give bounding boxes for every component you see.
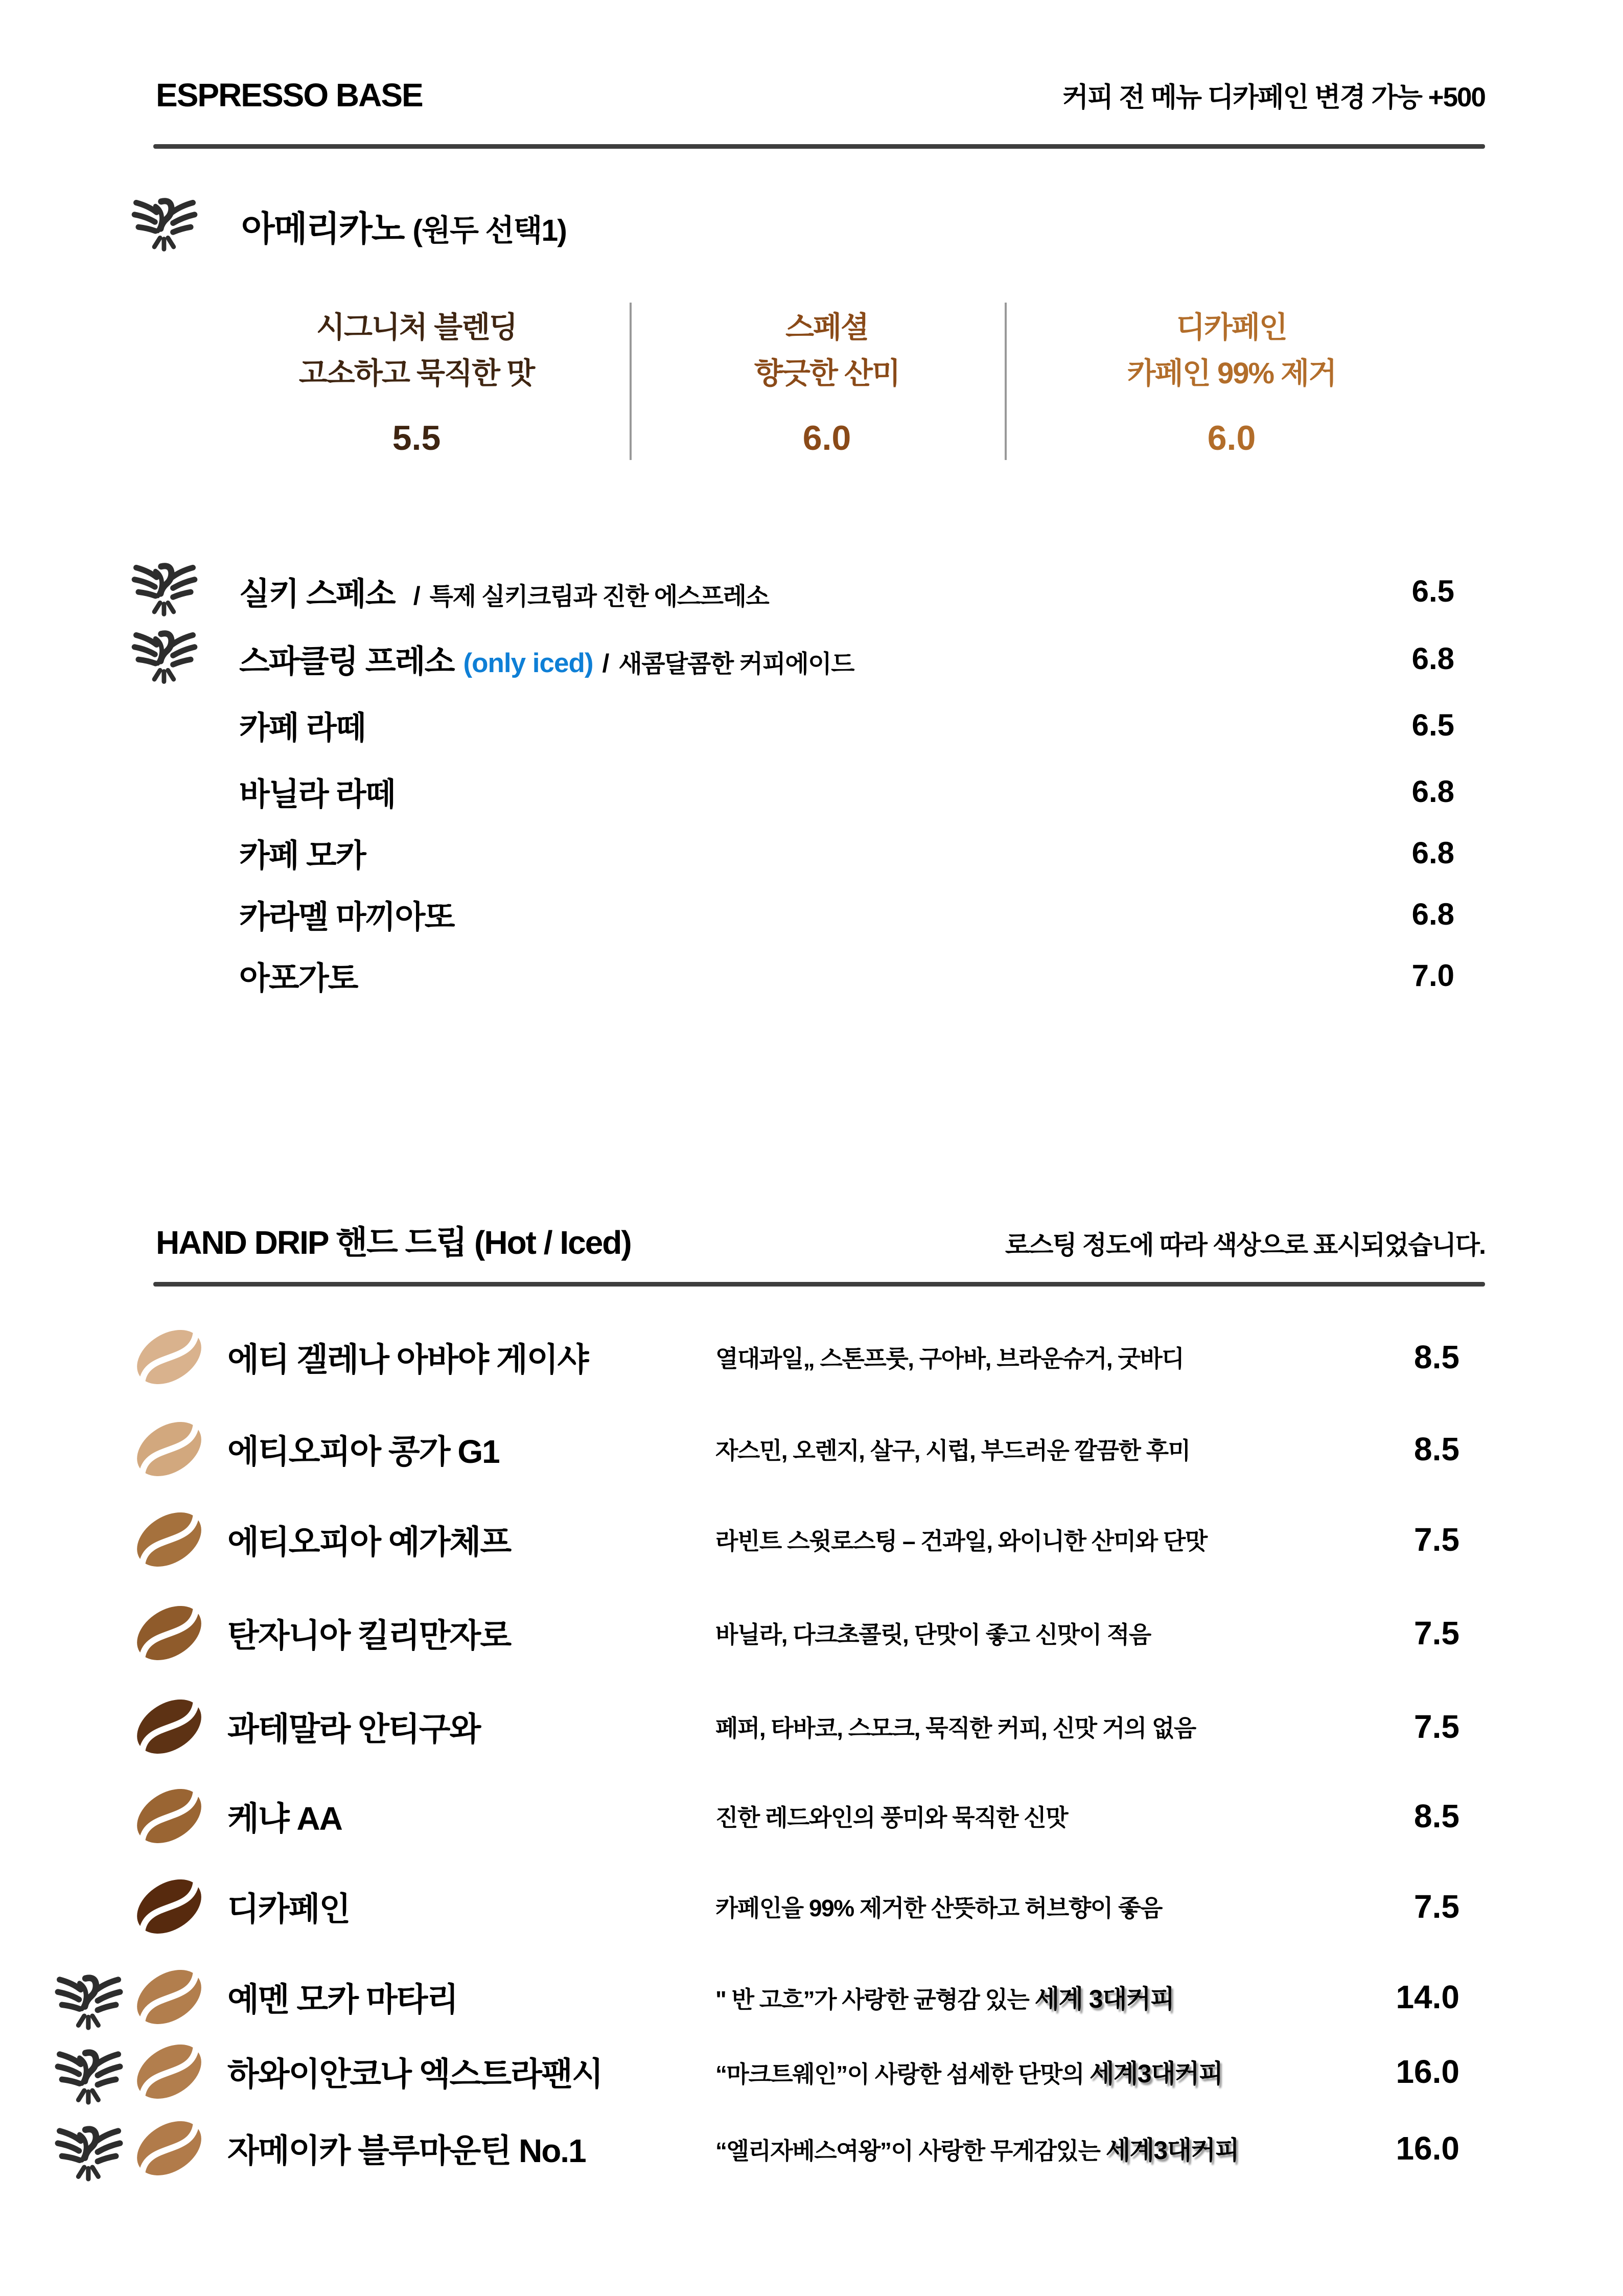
column-divider xyxy=(630,303,632,460)
hand-drip-row xyxy=(54,1592,1459,1674)
item-description: 카페인을 99% 제거한 산뜻하고 허브향이 좋음 xyxy=(715,1895,1162,1921)
item-name: 예멘 모카 마타리 xyxy=(227,1981,458,2018)
item-name: 카라멜 마끼아또 xyxy=(239,899,454,935)
item-price: 7.0 xyxy=(1411,958,1454,993)
item-description: 자스민, 오렌지, 살구, 시럽, 부드러운 깔끔한 후미 xyxy=(715,1437,1190,1464)
item-description: 새콤달콤한 커피에이드 xyxy=(618,650,854,678)
item-name: 스파클링 프레소 xyxy=(239,644,454,679)
item-price: 8.5 xyxy=(1414,1431,1459,1467)
option-subtitle: 향긋한 산미 xyxy=(754,357,900,390)
item-price: 14.0 xyxy=(1396,1979,1459,2015)
section-divider-line xyxy=(153,144,1485,149)
coffee-bean-icon xyxy=(130,1316,212,1398)
coffee-bean-icon xyxy=(130,1592,212,1674)
item-description: 진한 레드와인의 풍미와 묵직한 신맛 xyxy=(715,1804,1068,1831)
item-description: 페퍼, 타바코, 스모크, 묵직한 커피, 신맛 거의 없음 xyxy=(715,1715,1196,1741)
bean-option-special xyxy=(649,305,1005,458)
option-price: 6.0 xyxy=(802,419,851,457)
decaf-option-note: 커피 전 메뉴 디카페인 변경 가능 +500 xyxy=(1062,82,1485,112)
item-separator: / xyxy=(602,649,610,678)
item-name: 아메리카노 xyxy=(241,209,404,248)
item-price: 7.5 xyxy=(1414,1521,1459,1558)
item-price: 8.5 xyxy=(1414,1339,1459,1375)
item-name: 카페 라떼 xyxy=(239,710,365,746)
coffee-bean-icon xyxy=(130,2031,212,2113)
column-divider xyxy=(1005,303,1007,460)
item-name: 과테말라 안티구와 xyxy=(227,1711,480,1748)
hand-drip-section-header xyxy=(156,1216,1485,1264)
item-name: 에티오피아 예가체프 xyxy=(227,1524,511,1560)
section-divider-line xyxy=(153,1282,1485,1287)
item-description: “마크트웨인”이 사랑한 섬세한 단맛의 세계3대커피 xyxy=(715,2059,1223,2088)
item-description: " 반 고흐”가 사랑한 균형감 있는 세계 3대커피 xyxy=(715,1985,1174,2013)
item-description: 바닐라, 다크초콜릿, 단맛이 좋고 신맛이 적음 xyxy=(715,1621,1151,1648)
hand-drip-row xyxy=(54,2031,1459,2113)
coffee-bean-icon xyxy=(130,1866,212,1947)
hand-drip-row xyxy=(54,1499,1459,1580)
americano-heading xyxy=(130,193,566,259)
item-name: 카페 모카 xyxy=(239,838,365,874)
espresso-item-row xyxy=(130,885,1454,943)
espresso-item-row xyxy=(130,824,1454,881)
option-title: 시그니처 블렌딩 xyxy=(316,311,517,344)
item-price: 16.0 xyxy=(1396,2053,1459,2090)
option-subtitle: 고소하고 묵직한 맛 xyxy=(298,357,535,390)
phoenix-wing-icon xyxy=(130,626,215,691)
phoenix-wing-icon xyxy=(130,193,215,259)
phoenix-wing-icon xyxy=(54,2110,130,2187)
bean-choice-suffix: (원두 선택1) xyxy=(412,213,566,247)
item-description: 특제 실키크림과 진한 에스프레소 xyxy=(429,583,769,610)
bean-option-decaf xyxy=(1027,305,1436,458)
section-title-espresso: ESPRESSO BASE xyxy=(156,77,423,113)
item-price: 6.8 xyxy=(1411,641,1454,676)
item-price: 7.5 xyxy=(1414,1888,1459,1925)
hand-drip-row xyxy=(54,2107,1459,2189)
hand-drip-row xyxy=(54,1775,1459,1857)
phoenix-wing-icon xyxy=(130,558,215,624)
option-price: 5.5 xyxy=(392,419,441,457)
espresso-item-row xyxy=(130,763,1454,820)
item-name: 디카페인 xyxy=(227,1891,350,1927)
item-price: 6.5 xyxy=(1411,707,1454,742)
item-name: 아포가토 xyxy=(239,960,358,996)
coffee-bean-icon xyxy=(130,1686,212,1767)
option-title: 디카페인 xyxy=(1176,311,1287,344)
item-name: 에티 겔레나 아바야 게이샤 xyxy=(227,1341,588,1378)
item-price: 6.5 xyxy=(1411,573,1454,608)
item-description: 라빈트 스윗로스팅 – 건과일, 와이니한 산미와 단맛 xyxy=(715,1528,1207,1554)
roasting-color-note: 로스팅 정도에 따라 색상으로 표시되었습니다. xyxy=(1005,1231,1485,1259)
item-name: 탄자니아 킬리만자로 xyxy=(227,1617,511,1654)
hand-drip-row xyxy=(54,1316,1459,1398)
item-name: 하와이안코나 엑스트라팬시 xyxy=(227,2056,602,2093)
hand-drip-row xyxy=(54,1686,1459,1767)
coffee-bean-icon xyxy=(130,1775,212,1857)
section-title-hand-drip: HAND DRIP 핸드 드립 (Hot / Iced) xyxy=(156,1224,631,1261)
item-name: 바닐라 라떼 xyxy=(239,776,395,812)
espresso-item-row xyxy=(130,630,1454,687)
item-price: 7.5 xyxy=(1414,1708,1459,1745)
option-price: 6.0 xyxy=(1207,419,1256,457)
hand-drip-row xyxy=(54,1956,1459,2038)
item-name: 실키 스페소 xyxy=(239,576,395,612)
item-price: 6.8 xyxy=(1411,897,1454,931)
item-name: 케냐 AA xyxy=(227,1800,342,1837)
coffee-bean-icon xyxy=(130,1408,212,1490)
espresso-item-row xyxy=(130,947,1454,1004)
item-price: 6.8 xyxy=(1411,835,1454,870)
phoenix-wing-icon xyxy=(54,2033,130,2110)
coffee-bean-icon xyxy=(130,2107,212,2189)
option-subtitle: 카페인 99% 제거 xyxy=(1127,357,1336,390)
item-description: “엘리자베스여왕”이 사랑한 무게감있는 세계3대커피 xyxy=(715,2136,1239,2165)
item-price: 16.0 xyxy=(1396,2130,1459,2167)
phoenix-wing-icon xyxy=(54,1959,130,2035)
coffee-bean-icon xyxy=(130,1956,212,2038)
hand-drip-row xyxy=(54,1866,1459,1947)
option-title: 스페셜 xyxy=(785,311,869,344)
item-separator: / xyxy=(413,581,421,610)
item-price: 6.8 xyxy=(1411,774,1454,809)
bean-option-signature xyxy=(215,305,618,458)
espresso-item-row xyxy=(130,562,1454,619)
item-name: 에티오피아 콩가 G1 xyxy=(227,1433,499,1470)
hand-drip-row xyxy=(54,1408,1459,1490)
espresso-section-header xyxy=(156,76,1485,114)
item-price: 7.5 xyxy=(1414,1615,1459,1651)
americano-title xyxy=(241,201,566,251)
item-name: 자메이카 블루마운틴 No.1 xyxy=(227,2132,586,2169)
espresso-item-row xyxy=(130,696,1454,753)
item-tag-only-iced: (only iced) xyxy=(463,648,593,678)
coffee-bean-icon xyxy=(130,1499,212,1580)
item-price: 8.5 xyxy=(1414,1798,1459,1834)
item-description: 열대과일„ 스톤프룻, 구아바, 브라운슈거, 굿바디 xyxy=(715,1345,1184,1372)
